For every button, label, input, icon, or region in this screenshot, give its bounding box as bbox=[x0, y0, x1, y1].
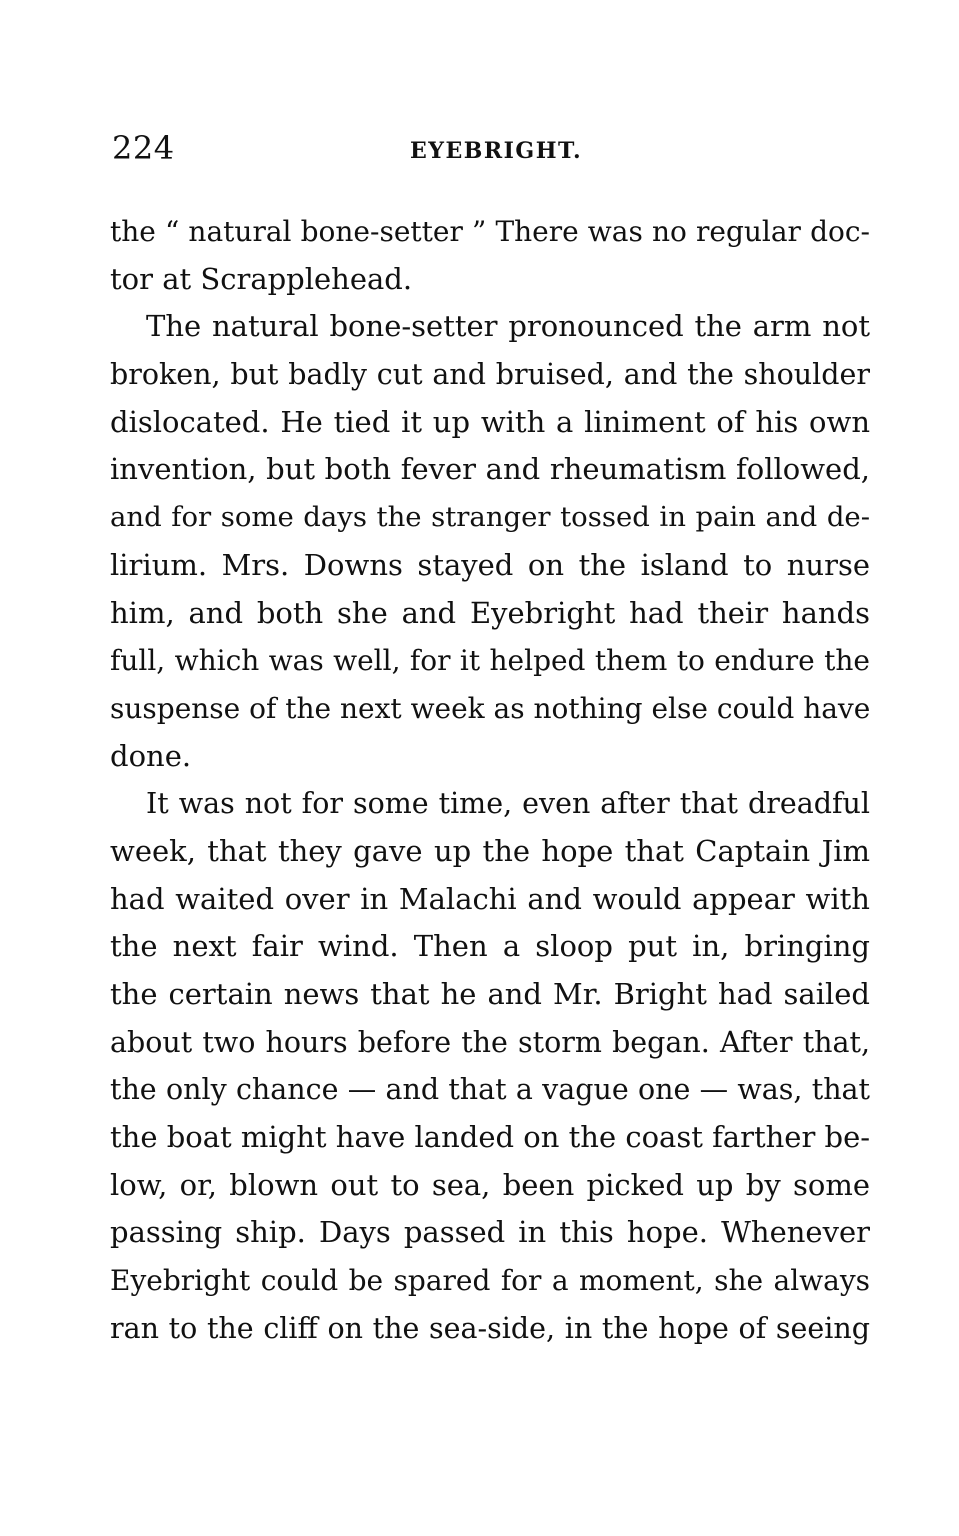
text-line: done. bbox=[110, 738, 192, 773]
text-line: and for some days the stranger tossed in pain and de- bbox=[110, 501, 870, 534]
text-line: lirium. Mrs. Downs stayed on the island to nurse bbox=[110, 547, 870, 582]
text-line: the only chance — and that a vague one — was, that bbox=[110, 1073, 870, 1107]
text-line: about two hours before the storm began. After that, bbox=[110, 1025, 870, 1059]
text-line: The natural bone-setter pronounced the arm not bbox=[146, 309, 870, 344]
text-line: the “ natural bone-setter ” There was no regular doc- bbox=[110, 215, 870, 248]
body-text bbox=[110, 208, 870, 1353]
text-line: him, and both she and Eyebright had their hands bbox=[110, 595, 870, 630]
text-line: It was not for some time, even after that dreadful bbox=[146, 787, 870, 821]
text-line: the certain news that he and Mr. Bright had sailed bbox=[110, 977, 870, 1011]
text-line: full, which was well, for it helped them to endure the bbox=[110, 644, 870, 678]
text-line: tor at Scrapplehead. bbox=[110, 261, 413, 296]
text-line: ran to the cliff on the sea-side, in the hope of seeing bbox=[110, 1311, 870, 1345]
running-head bbox=[112, 128, 869, 172]
text-line: week, that they gave up the hope that Captain Jim bbox=[110, 833, 870, 868]
page-number: 224 bbox=[112, 129, 175, 167]
running-title: EYEBRIGHT. bbox=[410, 138, 583, 164]
text-line: the boat might have landed on the coast farther be- bbox=[110, 1120, 871, 1155]
text-line: suspense of the next week as nothing else could have bbox=[110, 691, 871, 725]
text-line: broken, but badly cut and bruised, and the shoulder bbox=[110, 358, 870, 392]
text-line: the next fair wind. Then a sloop put in, bringing bbox=[110, 929, 870, 964]
text-line: dislocated. He tied it up with a liniment of his own bbox=[110, 404, 870, 439]
text-line: low, or, blown out to sea, been picked up by some bbox=[110, 1167, 870, 1202]
text-line: invention, but both fever and rheumatism followed, bbox=[110, 452, 870, 487]
text-line: Eyebright could be spared for a moment, she always bbox=[110, 1264, 870, 1298]
text-line: had waited over in Malachi and would appear with bbox=[110, 881, 870, 916]
text-line: passing ship. Days passed in this hope. Whenever bbox=[110, 1215, 870, 1250]
